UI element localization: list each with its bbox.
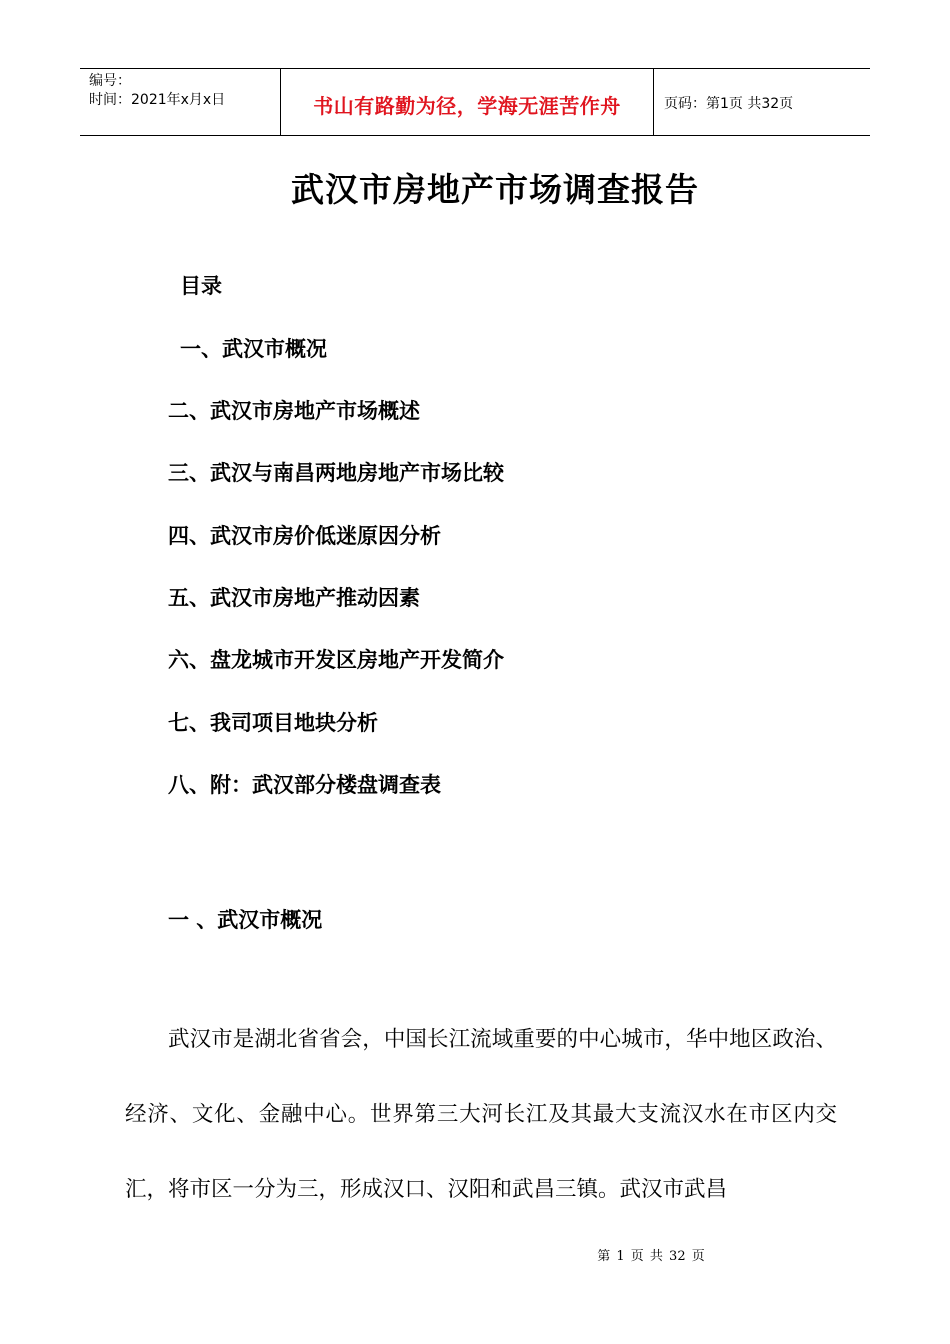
toc-heading: 目录 xyxy=(180,274,222,298)
toc-item[interactable]: 一、武汉市概况 xyxy=(180,337,327,361)
toc-item[interactable]: 五、武汉市房地产推动因素 xyxy=(168,586,420,610)
toc-item[interactable]: 八、附：武汉部分楼盘调查表 xyxy=(168,773,441,797)
header-motto-cell xyxy=(281,69,654,135)
toc-item[interactable]: 四、武汉市房价低迷原因分析 xyxy=(168,524,441,548)
header-page-info: 页码：第1页 共32页 xyxy=(664,96,794,112)
header-motto: 书山有路勤为径，学海无涯苦作舟 xyxy=(313,93,621,118)
toc-item[interactable]: 三、武汉与南昌两地房地产市场比较 xyxy=(168,461,504,485)
section-heading: 一 、武汉市概况 xyxy=(168,908,323,932)
document-date-label: 时间：2021年x月x日 xyxy=(89,92,226,108)
document-title: 武汉市房地产市场调查报告 xyxy=(291,170,699,209)
toc-item[interactable]: 七、我司项目地块分析 xyxy=(168,711,378,735)
toc-item[interactable]: 六、盘龙城市开发区房地产开发简介 xyxy=(168,648,504,672)
document-header xyxy=(80,68,870,136)
document-number-label: 编号： xyxy=(89,73,131,89)
header-page-cell xyxy=(654,69,870,135)
page-footer: 第 1 页 共 32 页 xyxy=(597,1249,705,1264)
header-meta-cell xyxy=(80,69,281,135)
body-paragraph: 武汉市是湖北省省会，中国长江流域重要的中心城市，华中地区政治、经济、文化、金融中心。世界第三大河长江及其最大支流汉水在市区内交汇，将市区一分为三，形成汉口、汉阳和武昌三镇。武汉市武昌 xyxy=(125,1027,837,1202)
toc-item[interactable]: 二、武汉市房地产市场概述 xyxy=(168,399,420,423)
